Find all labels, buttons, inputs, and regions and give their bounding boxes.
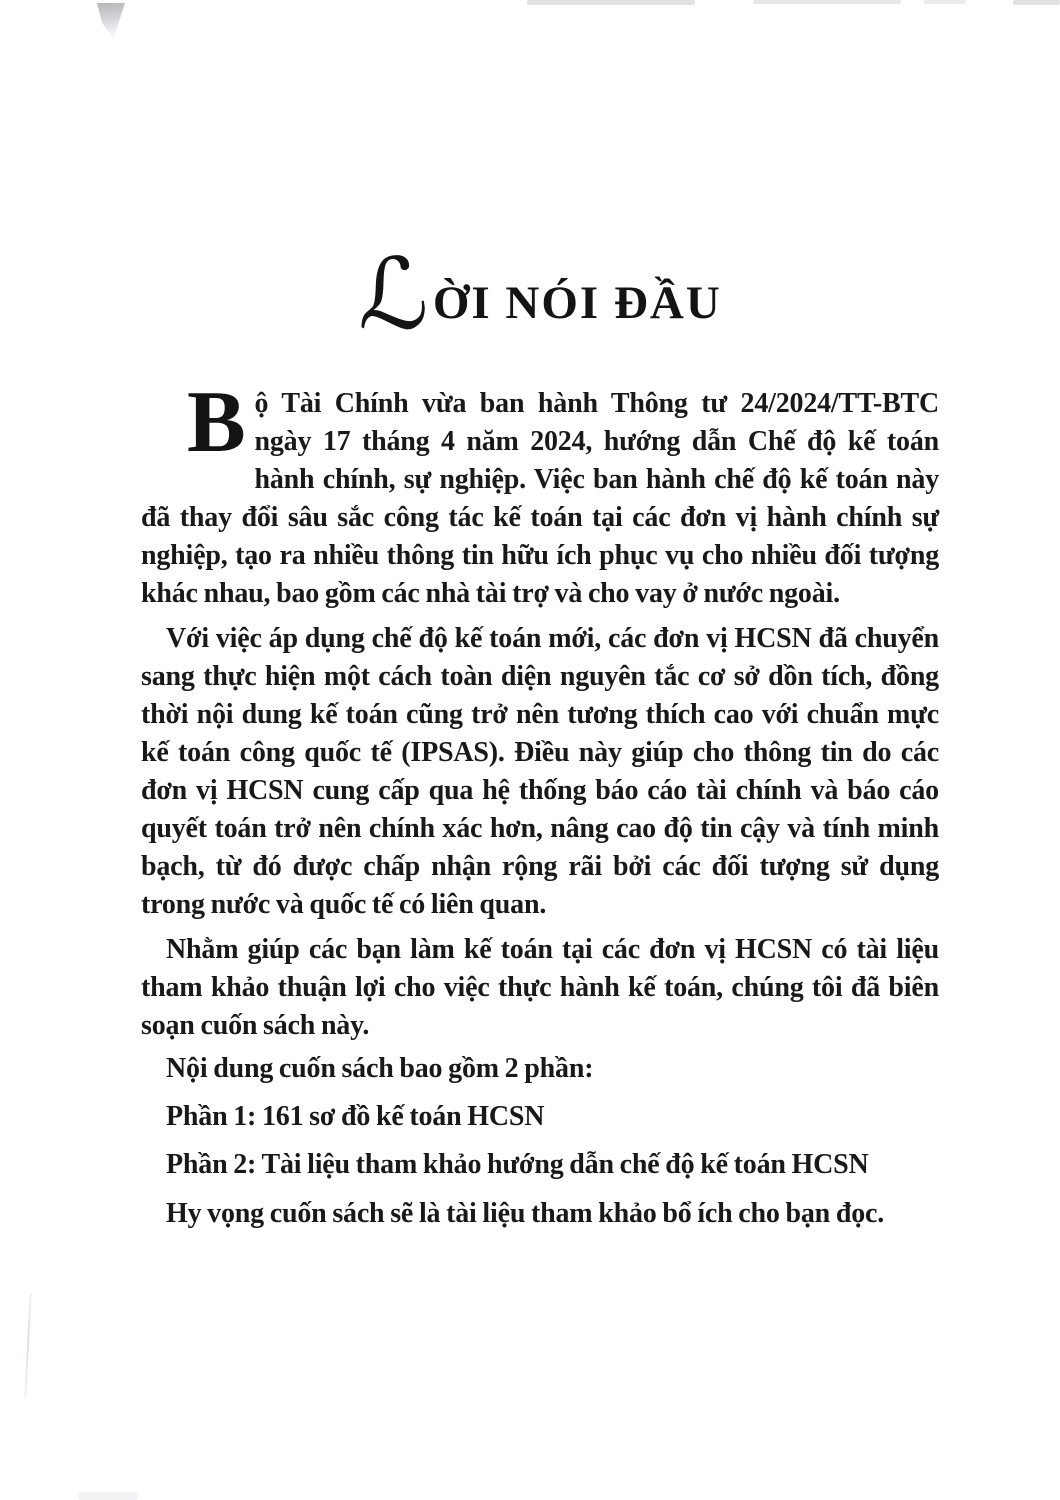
paragraph-purpose: Nhằm giúp các bạn làm kế toán tại các đơn vị HCSN có tài liệu tham khảo thuận lợi cho việc thực hành kế toán, chúng tôi đã biên soạn cuốn sách này. bbox=[141, 934, 939, 1041]
title-text: ỜI NÓI ĐẦU bbox=[432, 277, 722, 329]
closing-line: Hy vọng cuốn sách sẽ là tài liệu tham khảo bổ ích cho bạn đọc. bbox=[166, 1198, 885, 1229]
scan-fold-line bbox=[24, 1293, 32, 1399]
page-title bbox=[141, 238, 939, 352]
title-ornate-initial: ℒ bbox=[358, 238, 429, 352]
scan-smudge-bottom bbox=[78, 1492, 138, 1500]
contents-intro-line: Nội dung cuốn sách bao gồm 2 phần: bbox=[166, 1053, 594, 1084]
scan-smudge-top-left bbox=[97, 3, 125, 39]
paragraph-opening-text: ộ Tài Chính vừa ban hành Thông tư 24/2024/TT-BTC ngày 17 tháng 4 năm 2024, hướng dẫn Chế độ kế toán hành chính, sự nghiệp. Việc ban hành chế độ kế toán này đã thay đổi sâu sắc công tác kế toán tại các đơn vị hành chính sự nghiệp, tạo ra nhiều thông tin hữu ích phục vụ cho nhiều đối tượng khác nhau, bao gồm các nhà tài trợ và cho vay ở nước ngoài. bbox=[141, 388, 939, 609]
part-2-line: Phần 2: Tài liệu tham khảo hướng dẫn chế độ kế toán HCSN bbox=[166, 1149, 869, 1180]
drop-cap: B bbox=[187, 374, 246, 471]
paragraph-accrual: Với việc áp dụng chế độ kế toán mới, các đơn vị HCSN đã chuyển sang thực hiện một cách toàn diện nguyên tắc cơ sở dồn tích, đồng thời nội dung kế toán cũng trở nên tương thích cao với chuẩn mực kế toán công quốc tế (IPSAS). Điều này giúp cho thông tin do các đơn vị HCSN cung cấp qua hệ thống báo cáo tài chính và báo cáo quyết toán trở nên chính xác hơn, nâng cao độ tin cậy và tính minh bạch, từ đó được chấp nhận rộng rãi bởi các đối tượng sử dụng trong nước và quốc tế có liên quan. bbox=[141, 623, 939, 920]
scan-edge-streak bbox=[1013, 0, 1060, 5]
paragraph-opening bbox=[141, 374, 939, 613]
page-content bbox=[141, 0, 939, 1240]
part-1-line: Phần 1: 161 sơ đồ kế toán HCSN bbox=[166, 1101, 545, 1132]
